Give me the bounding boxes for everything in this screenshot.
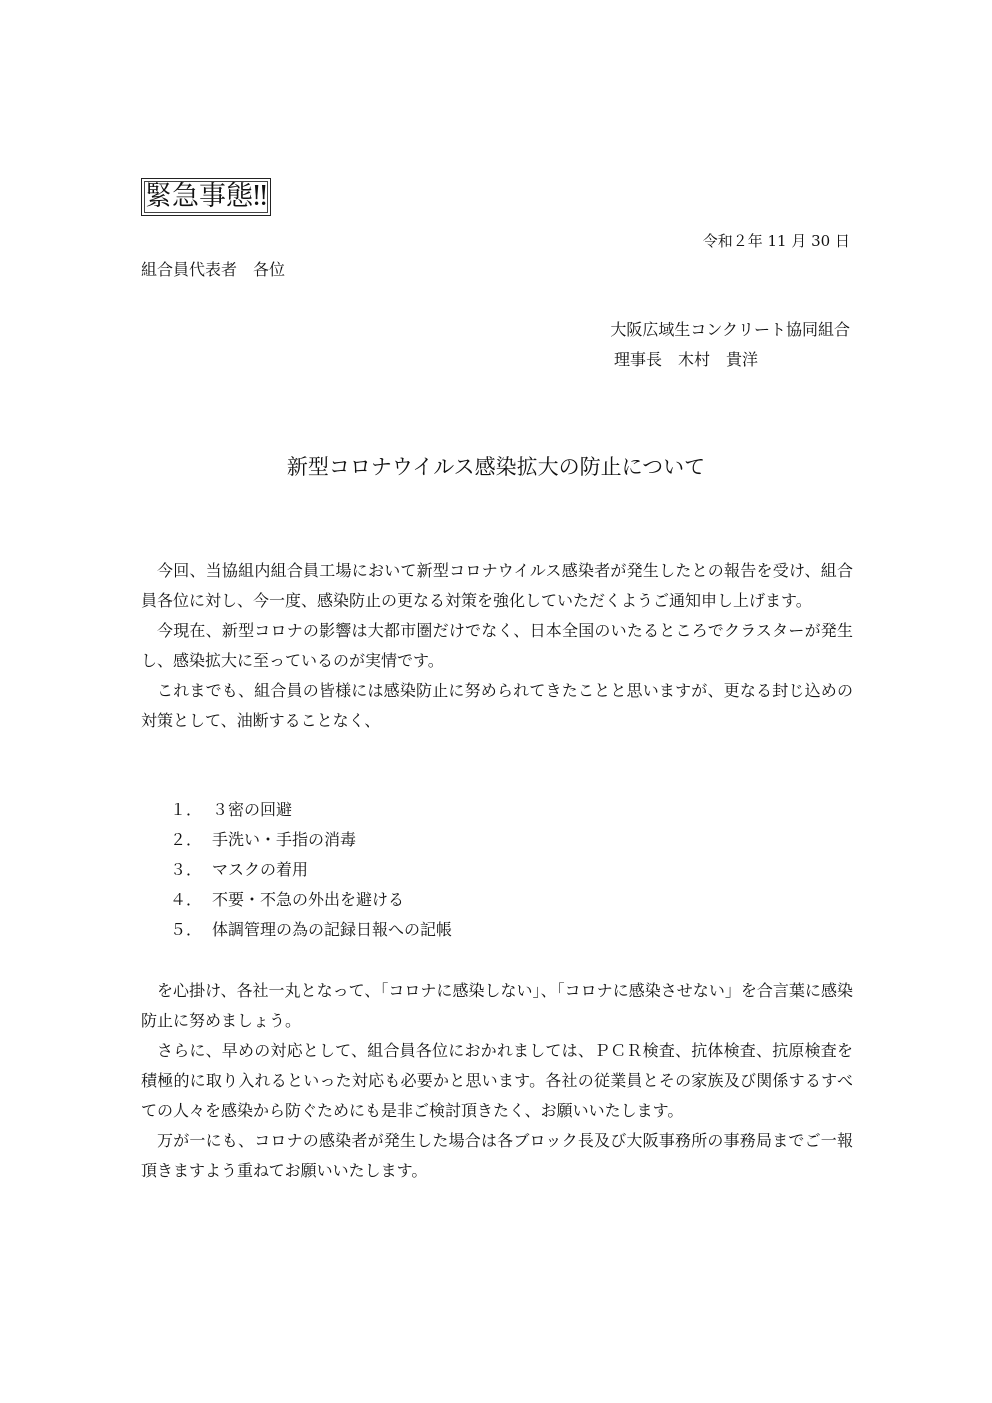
list-item [170, 855, 452, 885]
body-paragraph: を心掛け、各社一丸となって、「コロナに感染しない」、「コロナに感染させない」を合言葉に感染防止に努めましょう。 [141, 981, 853, 1030]
body-section-closing [141, 976, 853, 1186]
sender-name: 理事長 木村 貴洋 [614, 350, 759, 369]
list-item [170, 915, 452, 945]
emergency-stamp [141, 178, 271, 216]
measures-list [170, 795, 452, 945]
list-item-text: 体調管理の為の記録日報への記帳 [212, 920, 453, 939]
document-date: 令和２年 11 月 30 日 [702, 232, 850, 250]
body-paragraph: 今回、当協組内組合員工場において新型コロナウイルス感染者が発生したとの報告を受け、組合員各位に対し、今一度、感染防止の更なる対策を強化していただくようご通知申し上げます。 [141, 561, 853, 610]
list-item [170, 825, 452, 855]
document-subject: 新型コロナウイルス感染拡大の防止について [286, 455, 706, 479]
body-paragraph: 万が一にも、コロナの感染者が発生した場合は各ブロック長及び大阪事務所の事務局までご一報頂きますよう重ねてお願いいたします。 [141, 1131, 853, 1180]
body-paragraph: さらに、早めの対応として、組合員各位におかれましては、ＰＣＲ検査、抗体検査、抗原検査を積極的に取り入れるといった対応も必要かと思います。各社の従業員とその家族及び関係するすべての人々を感染から防ぐためにも是非ご検討頂きたく、お願いいたします。 [141, 1041, 853, 1120]
list-item-number: ５． [170, 920, 203, 939]
list-item [170, 885, 452, 915]
list-item-number: ４． [170, 890, 203, 909]
list-item-text: 手洗い・手指の消毒 [212, 830, 357, 849]
list-item-number: ２． [170, 830, 203, 849]
list-item-text: マスクの着用 [212, 860, 309, 879]
stamp-text: 緊急事態‼ [145, 181, 268, 212]
body-paragraph: これまでも、組合員の皆様には感染防止に努められてきたことと思いますが、更なる封じ込めの対策として、油断することなく、 [141, 681, 853, 730]
list-item-number: ３． [170, 860, 203, 879]
list-item-text: ３密の回避 [212, 800, 293, 819]
list-item-text: 不要・不急の外出を避ける [212, 890, 405, 909]
body-section-intro [141, 556, 853, 736]
list-item-number: １． [170, 800, 203, 819]
recipient-line: 組合員代表者 各位 [141, 260, 286, 279]
sender-organization: 大阪広域生コンクリート協同組合 [610, 320, 850, 339]
list-item [170, 795, 452, 825]
body-paragraph: 今現在、新型コロナの影響は大都市圏だけでなく、日本全国のいたるところでクラスターが発生し、感染拡大に至っているのが実情です。 [141, 621, 853, 670]
